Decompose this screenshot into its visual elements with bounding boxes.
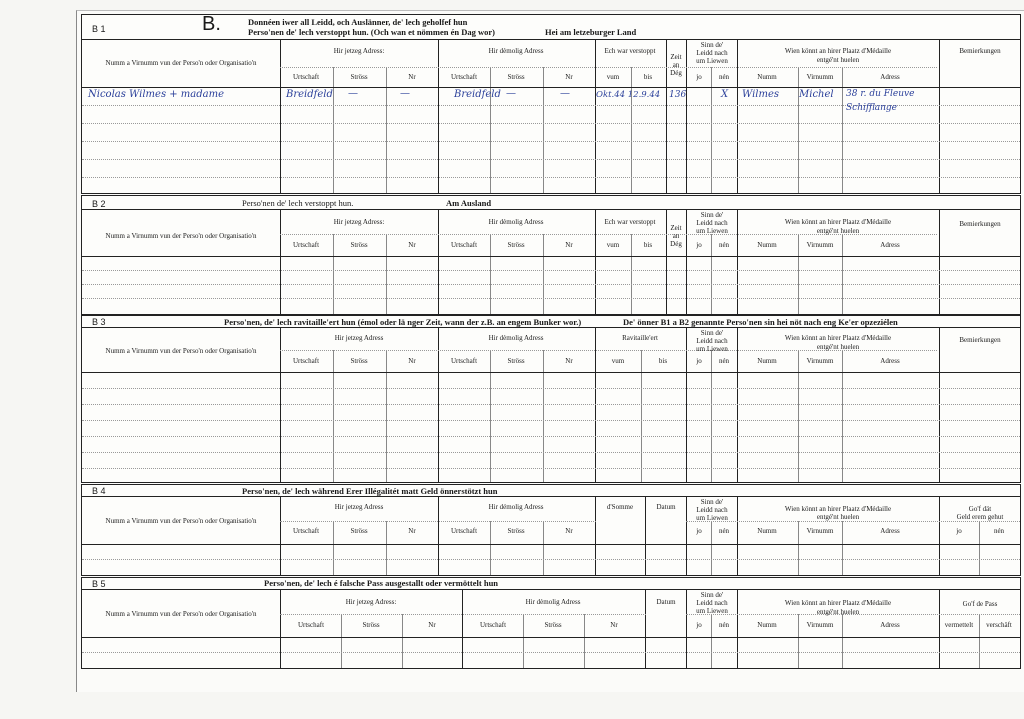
medal-name-header: Numm	[757, 241, 777, 249]
entry-medal-address-line-2: Schifflange	[846, 103, 898, 113]
alive-header-3: um Liewen	[696, 227, 728, 235]
section-title: Perso'nen, de' lech während Erer Illégalitét matt Geld önnerstötzt hun	[242, 486, 498, 496]
former-address-header: Hir dèmolig Adress	[488, 47, 544, 55]
street-header: Ströss	[362, 621, 380, 629]
no-header: nén	[993, 527, 1005, 535]
name-header: Numm a Virnumm vun der Perso'n oder Organisatio'n	[105, 232, 257, 240]
former-address-header: Hir dèmolig Adress	[488, 334, 544, 342]
yes-header: jo	[956, 527, 962, 535]
refund-header-1: Go'f dät	[968, 505, 992, 513]
refund-header-2: Geld erem gehut	[956, 513, 1004, 521]
entry-current-street: —	[348, 88, 358, 99]
section-title-note: De' önner B1 a B2 genannte Perso'nen sin hei nöt nach eng Ke'er opzeziélen	[623, 317, 898, 327]
street-header: Ströss	[507, 357, 525, 365]
locality-header: Urtschaft	[292, 357, 320, 365]
alive-header-2: Leidd nach	[696, 506, 728, 514]
alive-header-2: Leidd nach	[696, 337, 728, 345]
medal-address-header: Adress	[880, 357, 900, 365]
medal-name-header: Numm	[757, 73, 777, 81]
street-header: Ströss	[350, 73, 368, 81]
pass-header: Go'f de Pass	[962, 600, 998, 608]
remarks-header: Bemierkungen	[959, 47, 1001, 55]
number-header: Nr	[610, 621, 618, 629]
alive-header-3: um Liewen	[696, 345, 728, 353]
medal-firstname-header: Virnumm	[806, 241, 834, 249]
locality-header: Urtschaft	[479, 621, 507, 629]
alive-header-2: Leidd nach	[696, 49, 728, 57]
alive-header-1: Sinn de'	[700, 211, 724, 219]
sum-header: d'Somme	[606, 503, 634, 511]
section-b4	[81, 484, 1021, 576]
yes-header: jo	[696, 621, 702, 629]
section-b5	[81, 577, 1021, 669]
current-address-header: Hir jetzeg Adress:	[333, 218, 385, 226]
street-header: Ströss	[350, 357, 368, 365]
name-header: Numm a Virnumm vun der Perso'n oder Organisatio'n	[105, 347, 257, 355]
entry-former-nr: —	[560, 88, 570, 99]
former-address-header: Hir dèmolig Adress	[488, 218, 544, 226]
hidden-header: Ech war verstoppt	[604, 47, 656, 55]
alive-header-3: um Liewen	[696, 514, 728, 522]
to-header: bis	[658, 357, 668, 365]
entry-medal-address-line-1: 38 r. du Fleuve	[846, 89, 915, 99]
street-header: Ströss	[350, 527, 368, 535]
medal-name-header: Numm	[757, 527, 777, 535]
former-address-header: Hir dèmolig Adress	[525, 598, 581, 606]
entry-current-locality: Breidfeld	[286, 89, 333, 100]
number-header: Nr	[408, 73, 416, 81]
name-header: Numm a Virnumm vun der Perso'n oder Organisatio'n	[105, 517, 257, 525]
alive-header-3: um Liewen	[696, 57, 728, 65]
current-address-header: Hir jetzeg Adress:	[345, 598, 397, 606]
entry-former-street: —	[506, 88, 516, 99]
from-header: vum	[606, 241, 620, 249]
entry-current-nr: —	[400, 88, 410, 99]
yes-header: jo	[696, 73, 702, 81]
entry-from-to: Okt.44 12.9.44	[596, 90, 661, 100]
medal-firstname-header: Virnumm	[806, 357, 834, 365]
medal-header-1: Wien könnt an hirer Plaatz d'Médaille	[784, 47, 892, 55]
number-header: Nr	[565, 357, 573, 365]
entry-former-locality: Breidfeld	[454, 89, 501, 100]
alive-header-2: Leidd nach	[696, 599, 728, 607]
date-header: Datum	[656, 598, 676, 606]
issued-header: vermettelt	[944, 621, 974, 629]
section-letter: B.	[202, 13, 221, 35]
medal-firstname-header: Virnumm	[806, 527, 834, 535]
number-header: Nr	[408, 527, 416, 535]
section-title-place: Am Ausland	[446, 198, 492, 208]
entry-medal-name: Wilmes	[742, 89, 780, 100]
number-header: Nr	[428, 621, 436, 629]
section-b1	[81, 14, 1021, 194]
section-b3	[81, 315, 1021, 483]
section-title: Perso'nen, de' lech ravitaille'ert hun (émol oder lä nger Zeit, wann der z.B. an engem Bunker wor.)	[224, 317, 582, 327]
hidden-header: Ech war verstoppt	[604, 218, 656, 226]
medal-firstname-header: Virnumm	[806, 73, 834, 81]
medal-address-header: Adress	[880, 241, 900, 249]
locality-header: Urtschaft	[450, 527, 478, 535]
section-code: B 2	[92, 199, 106, 209]
medal-header-2: entgé'nt huelen	[816, 608, 860, 616]
alive-header-2: Leidd nach	[696, 219, 728, 227]
medal-name-header: Numm	[757, 357, 777, 365]
former-address-header: Hir démolig Adress	[488, 503, 544, 511]
yes-header: jo	[696, 527, 702, 535]
yes-header: jo	[696, 357, 702, 365]
no-header: nén	[718, 357, 730, 365]
name-header: Numm a Virnumm vun der Perso'n oder Organisatio'n	[105, 59, 257, 67]
to-header: bis	[643, 73, 653, 81]
alive-header-3: um Liewen	[696, 607, 728, 615]
medal-header-2: entgé'nt huelen	[816, 343, 860, 351]
medal-address-header: Adress	[880, 527, 900, 535]
medal-header-1: Wien könnt an hirer Plaatz d'Médaille	[784, 218, 892, 226]
number-header: Nr	[408, 357, 416, 365]
medal-firstname-header: Virnumm	[806, 621, 834, 629]
medal-address-header: Adress	[880, 73, 900, 81]
section-code: B 4	[92, 486, 106, 496]
section-title: Perso'nen de' lech verstoppt hun.	[242, 198, 354, 208]
days-header-1: Zeit	[670, 53, 682, 61]
days-header-2: an	[672, 232, 680, 240]
medal-header-2: entgé'nt huelen	[816, 513, 860, 521]
street-header: Ströss	[544, 621, 562, 629]
yes-header: jo	[696, 241, 702, 249]
entry-name: Nicolas Wilmes + madame	[88, 89, 225, 100]
current-address-header: Hir jetzeg Adress	[334, 334, 384, 342]
section-title-line-2: Perso'nen de' lech verstoppt hun. (Och wan et nömmen én Dag wor)	[248, 27, 495, 37]
street-header: Ströss	[350, 241, 368, 249]
locality-header: Urtschaft	[292, 527, 320, 535]
locality-header: Urtschaft	[292, 73, 320, 81]
days-header-3: Dég	[670, 240, 682, 248]
current-address-header: Hir jetzeg Adress:	[333, 47, 385, 55]
entry-medal-firstname: Michel	[799, 89, 834, 100]
number-header: Nr	[408, 241, 416, 249]
medal-header-2: entgé'nt huelen	[816, 56, 860, 64]
alive-header-1: Sinn de'	[700, 591, 724, 599]
from-header: vum	[611, 357, 625, 365]
no-header: nén	[718, 241, 730, 249]
entry-alive-no: X	[721, 89, 729, 100]
medal-header-1: Wien könnt an hirer Plaatz d'Médaille	[784, 599, 892, 607]
medal-header-1: Wien könnt an hirer Plaatz d'Médaille	[784, 334, 892, 342]
made-header: verschäft	[986, 621, 1012, 629]
locality-header: Urtschaft	[450, 73, 478, 81]
street-header: Ströss	[507, 73, 525, 81]
ravitailled-header: Ravitaille'ert	[622, 334, 658, 342]
days-header-1: Zeit	[670, 224, 682, 232]
medal-address-header: Adress	[880, 621, 900, 629]
locality-header: Urtschaft	[292, 241, 320, 249]
date-header: Datum	[656, 503, 676, 511]
locality-header: Urtschaft	[450, 357, 478, 365]
section-code: B 3	[92, 317, 106, 327]
remarks-header: Bemierkungen	[959, 220, 1001, 228]
number-header: Nr	[565, 527, 573, 535]
section-code: B 1	[92, 24, 106, 34]
section-code: B 5	[92, 579, 106, 589]
remarks-header: Bemierkungen	[959, 336, 1001, 344]
section-title: Perso'nen, de' lech é falsche Pass ausgestallt oder vermöttelt hun	[264, 578, 499, 588]
number-header: Nr	[565, 241, 573, 249]
street-header: Ströss	[507, 527, 525, 535]
number-header: Nr	[565, 73, 573, 81]
locality-header: Urtschaft	[450, 241, 478, 249]
entry-days: 136	[669, 90, 687, 100]
alive-header-1: Sinn de'	[700, 41, 724, 49]
alive-header-1: Sinn de'	[700, 329, 724, 337]
medal-header-2: entgé'nt huelen	[816, 227, 860, 235]
to-header: bis	[643, 241, 653, 249]
no-header: nén	[718, 73, 730, 81]
section-title-place: Hei am letzeburger Land	[545, 27, 637, 37]
no-header: nén	[718, 527, 730, 535]
alive-header-1: Sinn de'	[700, 498, 724, 506]
medal-name-header: Numm	[757, 621, 777, 629]
from-header: vum	[606, 73, 620, 81]
no-header: nén	[718, 621, 730, 629]
current-address-header: Hir jetzeg Adress	[334, 503, 384, 511]
locality-header: Urtschaft	[297, 621, 325, 629]
days-header-2: an	[672, 61, 680, 69]
section-title-line-1: Donnéen iwer all Leidd, och Auslänner, de' lech geholfef hun	[248, 17, 468, 27]
section-b2	[81, 195, 1021, 315]
days-header-3: Dég	[670, 69, 682, 77]
medal-header-1: Wien könnt an hirer Plaatz d'Médaille	[784, 505, 892, 513]
name-header: Numm a Virnumm vun der Perso'n oder Organisatio'n	[105, 610, 257, 618]
street-header: Ströss	[507, 241, 525, 249]
